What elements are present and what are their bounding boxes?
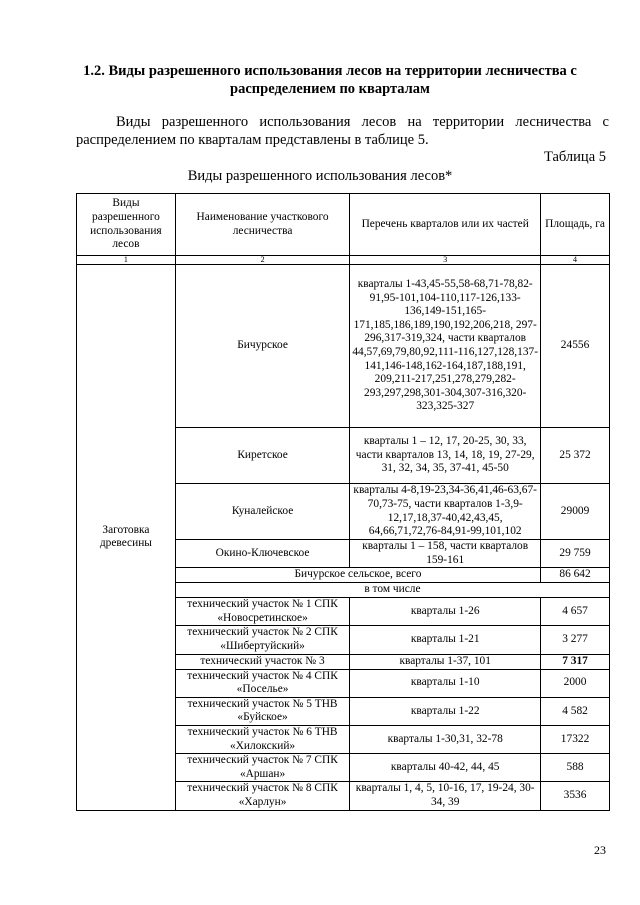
technical-section-name: технический участок № 4 СПК «Поселье» [175, 669, 349, 697]
technical-section-area: 3 277 [541, 626, 610, 654]
technical-section-area: 7 317 [541, 654, 610, 669]
technical-section-name: технический участок № 6 ТНВ «Хилокский» [175, 725, 349, 753]
section-heading: 1.2. Виды разрешенного использования лесов на территории лесничества с распределением по кварталам [83, 63, 577, 97]
forestry-name: Киретское [175, 428, 349, 484]
technical-section-quarters: кварталы 1-30,31, 32-78 [350, 725, 541, 753]
header-forestry: Наименование участкового лесничества [175, 194, 349, 256]
technical-section-quarters: кварталы 40-42, 44, 45 [350, 754, 541, 782]
table-header-row [77, 194, 610, 256]
technical-section-area: 3536 [541, 782, 610, 810]
use-type-cell: Заготовка древесины [77, 265, 176, 811]
subtotal-area: 86 642 [541, 568, 610, 583]
technical-section-name: технический участок № 8 СПК «Харлун» [175, 782, 349, 810]
technical-section-name: технический участок № 7 СПК «Аршан» [175, 754, 349, 782]
technical-section-area: 17322 [541, 725, 610, 753]
technical-section-quarters: кварталы 1-26 [350, 598, 541, 626]
technical-section-area: 2000 [541, 669, 610, 697]
forestry-area: 29009 [541, 484, 610, 540]
forestry-area: 25 372 [541, 428, 610, 484]
subtotal-label: Бичурское сельское, всего [175, 568, 540, 583]
table-caption: Виды разрешенного использования лесов* [187, 168, 453, 184]
technical-section-quarters: кварталы 1-21 [350, 626, 541, 654]
technical-section-area: 4 582 [541, 697, 610, 725]
technical-section-quarters: кварталы 1-10 [350, 669, 541, 697]
technical-section-area: 588 [541, 754, 610, 782]
technical-section-name: технический участок № 5 ТНВ «Буйское» [175, 697, 349, 725]
header-quarters: Перечень кварталов или их частей [350, 194, 541, 256]
column-number: 4 [541, 256, 610, 265]
forestry-quarters: кварталы 4-8,19-23,34-36,41,46-63,67-70,73-75, части кварталов 1-3,9-12,17,18,37-40,42,43,45, 64,66,71,72,76-84,91-99,101,102 [350, 484, 541, 540]
technical-section-quarters: кварталы 1, 4, 5, 10-16, 17, 19-24, 30-34, 39 [350, 782, 541, 810]
column-number-row [77, 256, 610, 265]
technical-section-area: 4 657 [541, 598, 610, 626]
technical-section-quarters: кварталы 1-37, 101 [350, 654, 541, 669]
forestry-area: 24556 [541, 265, 610, 428]
forestry-area: 29 759 [541, 540, 610, 568]
technical-section-name: технический участок № 2 СПК «Шибертуйский» [175, 626, 349, 654]
intro-paragraph: Виды разрешенного использования лесов на территории лесничества с распределением по кварталам представлены в таблице 5. [76, 114, 609, 148]
column-number: 1 [77, 256, 176, 265]
technical-section-name: технический участок № 1 СПК «Новосретинское» [175, 598, 349, 626]
column-number: 3 [350, 256, 541, 265]
technical-section-name: технический участок № 3 [175, 654, 349, 669]
column-number: 2 [175, 256, 349, 265]
page-number: 23 [594, 843, 606, 857]
header-use-type: Виды разрешенного использования лесов [77, 194, 176, 256]
forestry-name: Бичурское [175, 265, 349, 428]
forestry-quarters: кварталы 1 – 158, части кварталов 159-161 [350, 540, 541, 568]
forestry-name: Куналейское [175, 484, 349, 540]
forestry-quarters: кварталы 1 – 12, 17, 20-25, 30, 33, части кварталов 13, 14, 18, 19, 27-29, 31, 32, 34, 35, 37-41, 45-50 [350, 428, 541, 484]
forestry-quarters: кварталы 1-43,45-55,58-68,71-78,82-91,95-101,104-110,117-126,133-136,149-151,165-171,185,186,189,190,192,206,218, 297-296,317-319,324, части кварталов 44,57,69,79,80,92,111-116,127,128,137-141,146-148,162-164,187,188,191, 209,211-217,251,278,279,282-293,297,298,301-304,307-316,320-323,325-327 [350, 265, 541, 428]
header-area: Площадь, га [541, 194, 610, 256]
technical-section-quarters: кварталы 1-22 [350, 697, 541, 725]
forest-use-table [76, 193, 610, 811]
forestry-name: Окино-Ключевское [175, 540, 349, 568]
table-row [77, 265, 610, 428]
table-number-label: Таблица 5 [543, 149, 606, 165]
including-label: в том числе [175, 583, 609, 598]
